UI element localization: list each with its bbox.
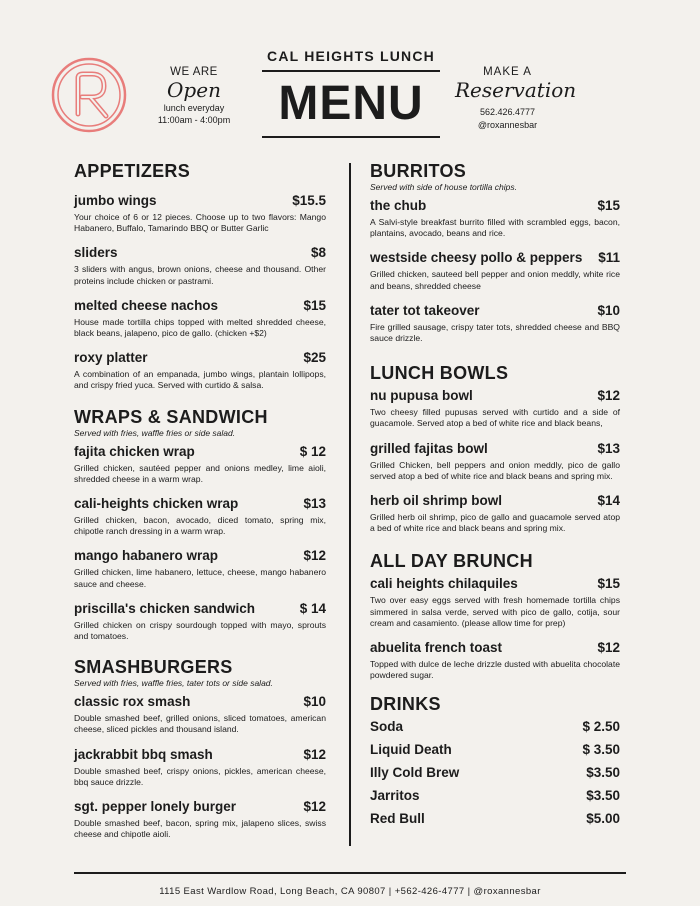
menu-item [370, 493, 620, 534]
item-price: $8 [310, 245, 326, 261]
right-column [370, 160, 620, 826]
item-description: A Salvi-style breakfast burrito filled with scrambled eggs, bacon, plantains, avocado, beans and rice. [370, 217, 620, 239]
item-description: Grilled chicken, lime habanero, lettuce, cheese, mango habanero sauce and cheese. [74, 567, 326, 589]
page-title: MENU [278, 77, 424, 130]
drink-name: Soda [370, 719, 404, 735]
menu-item [370, 303, 620, 344]
menu-item [370, 198, 620, 239]
item-price: $13 [597, 440, 620, 456]
item-name: grilled fajitas bowl [370, 440, 488, 456]
drink-item [370, 765, 620, 780]
item-description: Double smashed beef, crispy onions, pickles, american cheese, bbq sauce drizzle. [74, 765, 326, 787]
item-description: Grilled Chicken, bell peppers and onion meddly, pico de gallo served atop a bed of white rice and black beans and spring mix. [370, 459, 620, 481]
item-price: $12 [303, 799, 326, 815]
item-price: $15 [597, 576, 620, 592]
item-price: $ 12 [299, 443, 326, 459]
section-title-wraps: WRAPS & SANDWICH [74, 406, 268, 427]
item-name: priscilla's chicken sandwich [74, 600, 256, 616]
item-price: $10 [597, 302, 620, 318]
item-name: tater tot takeover [370, 302, 480, 318]
drink-item [370, 811, 620, 826]
item-price: $13 [303, 496, 326, 512]
item-name: nu pupusa bowl [370, 388, 473, 404]
drink-item [370, 719, 620, 734]
make-a-label: MAKE A [483, 66, 532, 78]
item-name: classic rox smash [74, 694, 191, 710]
menu-item [74, 245, 326, 286]
section-title-appetizers: APPETIZERS [74, 161, 191, 181]
item-price: $14 [597, 493, 620, 509]
menu-kicker: CAL HEIGHTS LUNCH [267, 48, 435, 64]
item-price: $15 [303, 297, 326, 313]
we-are-label: WE ARE [170, 66, 218, 78]
section-note: Served with side of house tortilla chips. [370, 182, 517, 192]
open-script: Open [167, 78, 221, 102]
footer-contact: 1115 East Wardlow Road, Long Beach, CA 90807 | +562-426-4777 | @roxannesbar [159, 886, 541, 897]
drink-price: $3.50 [586, 765, 620, 781]
item-description: Two over easy eggs served with fresh homemade tortilla chips simmered in salsa verde, served with pico de gallo, cotija, sour cream and casamiento. (please allow time for prep) [370, 595, 620, 628]
menu-title-block [262, 48, 440, 144]
item-price: $10 [303, 694, 326, 710]
menu-item [74, 601, 326, 642]
menu-item [74, 548, 326, 589]
item-name: jumbo wings [74, 193, 157, 208]
section-title-drinks: DRINKS [370, 694, 441, 715]
item-description: Double smashed beef, grilled onions, sliced tomatoes, american cheese, sliced pickles and thousand island. [74, 713, 326, 735]
item-description: Your choice of 6 or 12 pieces. Choose up to two flavors: Mango Habanero, Buffalo, Tamarindo BBQ or Butter Garlic [74, 212, 326, 234]
item-price: $12 [303, 746, 326, 762]
item-description: Grilled herb oil shrimp, pico de gallo and guacamole served atop a bed of white rice and black beans and spring mix. [370, 512, 620, 534]
section-title-smashburgers: SMASHBURGERS [74, 657, 233, 678]
column-divider [349, 163, 351, 846]
item-price: $12 [597, 388, 620, 404]
section-title-lunch-bowls: LUNCH BOWLS [370, 363, 509, 384]
item-description: Two cheesy filled pupusas served with curtido and a side of guacamole. Served atop a bed of white rice and black beans, [370, 407, 620, 429]
item-description: A combination of an empanada, jumbo wings, plantain lollipops, and crispy fried yuca. Served with curtido & salsa. [74, 369, 326, 391]
hours-line-2: 11:00am - 4:00pm [157, 115, 231, 125]
social-handle: @roxannesbar [477, 120, 538, 130]
item-name: westside cheesy pollo & peppers [370, 250, 583, 266]
item-price: $11 [598, 250, 620, 266]
menu-item [370, 441, 620, 482]
item-name: fajita chicken wrap [74, 443, 195, 459]
title-rule-top [262, 70, 440, 72]
item-description: Grilled chicken, bacon, avocado, diced tomato, spring mix, chipotle ranch dressing in a warm wrap. [74, 515, 326, 537]
item-price: $12 [303, 548, 326, 564]
item-name: roxy platter [74, 350, 148, 366]
item-description: Topped with dulce de leche drizzle dusted with abuelita chocolate powdered sugar. [370, 659, 620, 681]
hours-block [150, 66, 238, 126]
item-description: Grilled chicken on crispy sourdough topped with mayo, sprouts and tomatoes. [74, 619, 326, 642]
section-title-all-day-brunch: ALL DAY BRUNCH [370, 551, 533, 572]
drink-price: $5.00 [586, 811, 620, 827]
menu-item [74, 694, 326, 735]
item-description: 3 sliders with angus, brown onions, cheese and thousand. Other proteins include chicken or pastrami. [74, 264, 326, 286]
footer-rule [74, 872, 626, 874]
menu-item [370, 576, 620, 629]
hours-line-1: lunch everyday [163, 103, 225, 113]
menu-item [74, 747, 326, 788]
item-price: $15 [597, 198, 620, 213]
item-description: Double smashed beef, bacon, spring mix, jalapeno slices, swiss cheese and chipotle aioli. [74, 818, 326, 840]
item-name: cali heights chilaquiles [370, 576, 518, 592]
drink-name: Jarritos [370, 788, 420, 804]
menu-item [370, 250, 620, 291]
section-note: Served with fries, waffle fries, tater tots or side salad. [74, 678, 273, 689]
item-name: abuelita french toast [370, 640, 503, 656]
item-name: mango habanero wrap [74, 548, 219, 564]
roxannes-logo [50, 56, 128, 134]
section-title-burritos: BURRITOS [370, 161, 467, 181]
item-description: Grilled chicken, sautéed pepper and onions medley, lime aioli, shredded cheese in a warm wrap. [74, 462, 326, 484]
item-price: $15.5 [292, 193, 326, 208]
item-price: $25 [303, 350, 326, 366]
item-description: House made tortilla chips topped with melted shredded cheese, black beans, jalapeno, pico de gallo. (chicken +$2) [74, 316, 326, 339]
drink-item [370, 742, 620, 757]
item-name: melted cheese nachos [74, 297, 219, 313]
item-price: $ 14 [299, 600, 326, 616]
drink-price: $ 2.50 [582, 719, 620, 735]
item-name: herb oil shrimp bowl [370, 493, 503, 509]
title-rule-bottom [262, 136, 440, 138]
menu-item [74, 496, 326, 537]
item-name: jackrabbit bbq smash [74, 746, 213, 762]
drink-item [370, 788, 620, 803]
menu-item [370, 640, 620, 681]
drink-price: $ 3.50 [582, 742, 620, 758]
item-description: Fire grilled sausage, crispy tater tots, shredded cheese and BBQ sauce drizzle. [370, 321, 620, 344]
drink-name: Red Bull [370, 811, 425, 827]
menu-item [74, 298, 326, 339]
item-name: cali-heights chicken wrap [74, 496, 239, 512]
menu-item [74, 193, 326, 234]
phone-number: 562.426.4777 [479, 107, 536, 117]
menu-item [370, 388, 620, 429]
item-name: sliders [74, 245, 118, 261]
section-note: Served with fries, waffle fries or side salad. [74, 427, 236, 438]
left-column [74, 160, 326, 840]
menu-item [74, 799, 326, 840]
item-name: sgt. pepper lonely burger [74, 799, 237, 815]
menu-item [74, 350, 326, 391]
drink-name: Liquid Death [370, 742, 452, 758]
menu-item [74, 444, 326, 485]
drink-price: $3.50 [586, 788, 620, 804]
reservation-block [455, 66, 577, 132]
drink-name: Illy Cold Brew [370, 765, 460, 781]
item-description: Grilled chicken, sauteed bell pepper and onion meddly, white rice and beans, shredded cheese [370, 269, 620, 291]
item-price: $12 [597, 640, 620, 656]
reservation-script: Reservation [455, 78, 577, 102]
item-name: the chub [370, 198, 427, 213]
